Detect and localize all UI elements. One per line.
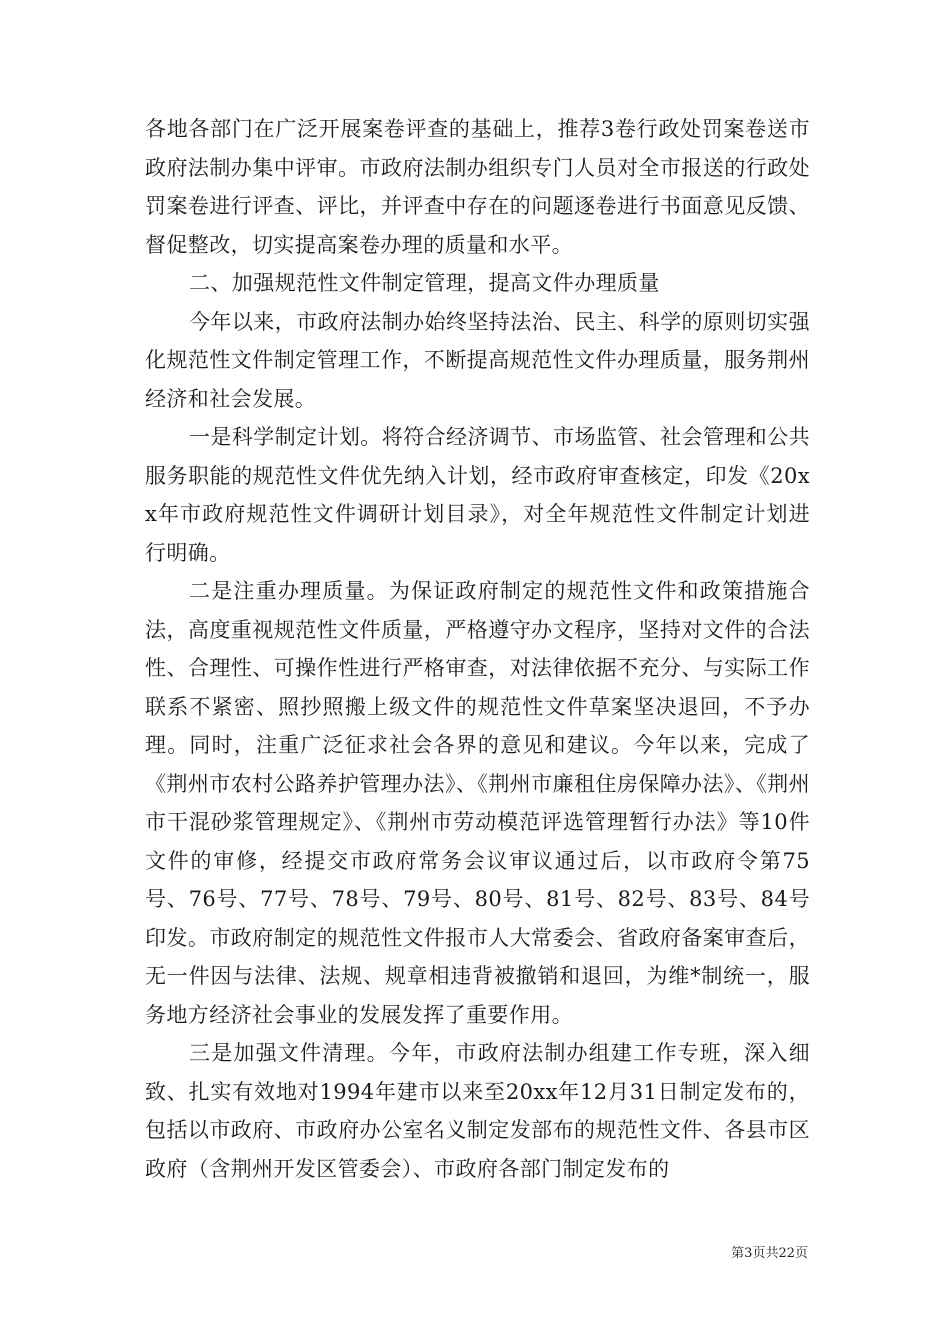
section-heading-normative-documents: 二、加强规范性文件制定管理，提高文件办理质量 [189, 271, 660, 295]
paragraph-case-review: 各地各部门在广泛开展案卷评查的基础上，推荐3卷行政处罚案卷送市政府法制办集中评审。市政府法制办组织专门人员对全市报送的行政处罚案卷进行评查、评比，并评查中存在的问题逐卷进行书面意见反馈、督促整改，切实提高案卷办理的质量和水平。 [145, 117, 810, 257]
page-number: 第3页共22页 [731, 1246, 808, 1261]
paragraph-cleanup: 三是加强文件清理。今年，市政府法制办组建工作专班，深入细致、扎实有效地对1994年建市以来至20xx年12月31日制定发布的，包括以市政府、市政府办公室名义制定发部布的规范性文件、各县市区政府（含荆州开发区管委会）、市政府各部门制定发布的 [145, 1041, 810, 1181]
paragraph-plan: 一是科学制定计划。将符合经济调节、市场监管、社会管理和公共服务职能的规范性文件优先纳入计划，经市政府审查核定，印发《20xx年市政府规范性文件调研计划目录》，对全年规范性文件制定计划进行明确。 [145, 425, 810, 565]
paragraph-quality: 二是注重办理质量。为保证政府制定的规范性文件和政策措施合法，高度重视规范性文件质量，严格遵守办文程序，坚持对文件的合法性、合理性、可操作性进行严格审查，对法律依据不充分、与实际工作联系不紧密、照抄照搬上级文件的规范性文件草案坚决退回，不予办理。同时，注重广泛征求社会各界的意见和建议。今年以来，完成了《荆州市农村公路养护管理办法》、《荆州市廉租住房保障办法》、《荆州市干混砂浆管理规定》、《荆州市劳动模范评选管理暂行办法》等10件文件的审修，经提交市政府常务会议审议通过后，以市政府令第75号、76号、77号、78号、79号、80号、81号、82号、83号、84号印发。市政府制定的规范性文件报市人大常委会、省政府备案审查后，无一件因与法律、法规、规章相违背被撤销和退回，为维*制统一，服务地方经济社会事业的发展发挥了重要作用。 [145, 579, 810, 1027]
paragraph-intro: 今年以来，市政府法制办始终坚持法治、民主、科学的原则切实强化规范性文件制定管理工作，不断提高规范性文件办理质量，服务荆州经济和社会发展。 [145, 309, 810, 411]
document-body [145, 110, 810, 1188]
